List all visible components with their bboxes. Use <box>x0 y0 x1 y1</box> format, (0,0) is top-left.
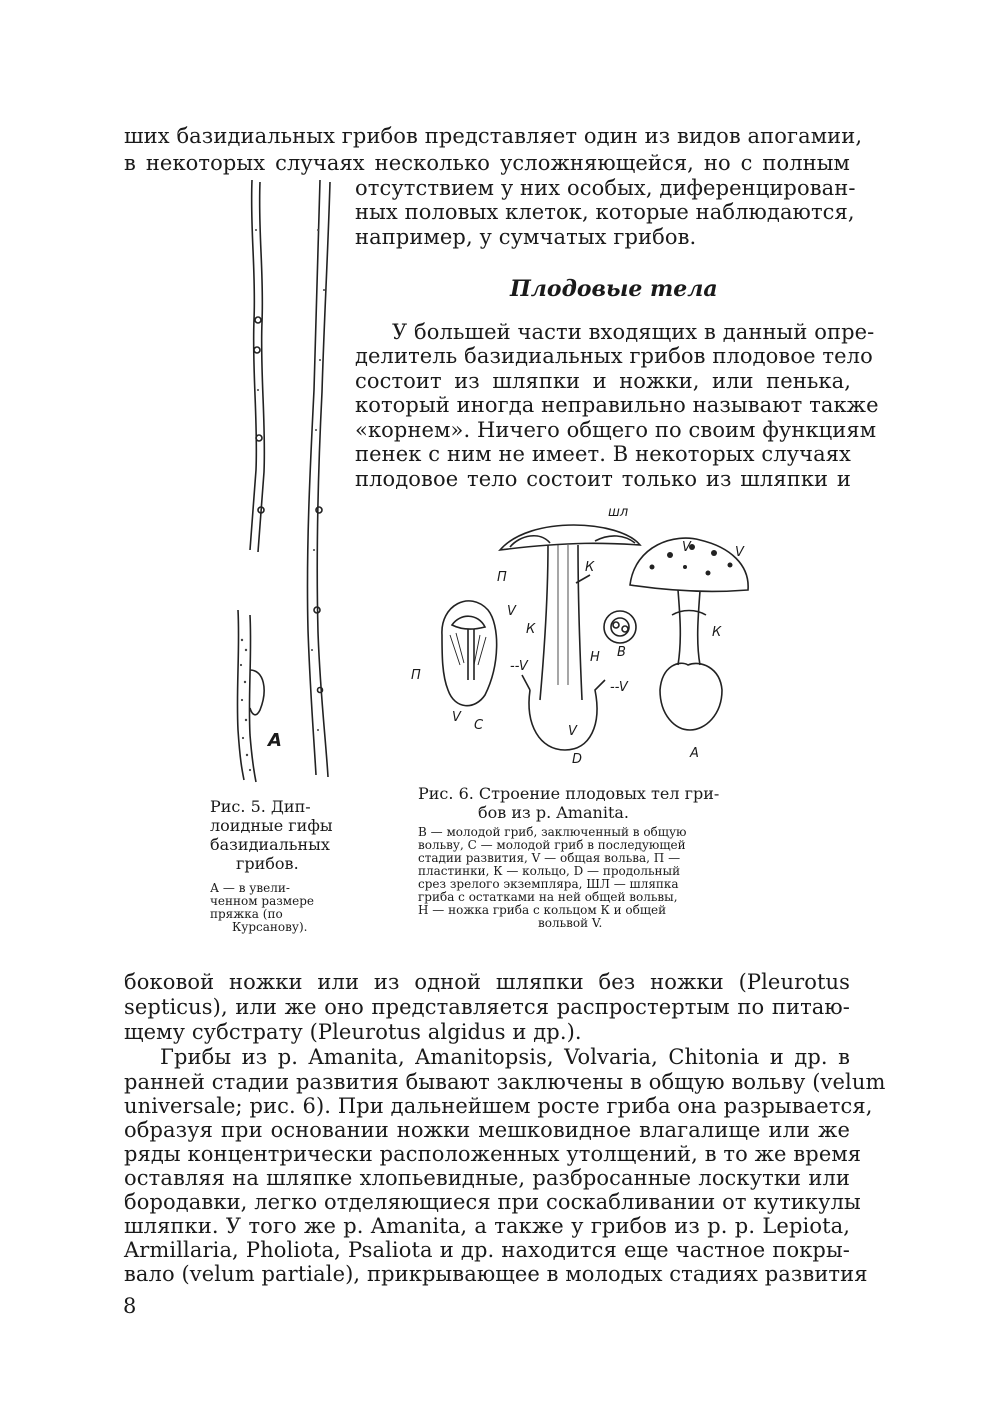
text-line: У большей части входящих в данный опре- <box>392 320 875 344</box>
text-line: Armillaria, Pholiota, Psaliota и др. находится еще частное покры- <box>124 1238 850 1262</box>
fig6-label: --V <box>510 659 528 674</box>
text-line: ших базидиальных грибов представляет один из видов апогамии, <box>124 124 863 148</box>
fig6-caption-note: гриба с остатками на ней общей вольвы, <box>418 890 678 904</box>
fig5-caption-title: Рис. 5. Дип- <box>210 797 311 816</box>
text-line: плодовое тело состоит только из шляпки и <box>355 467 851 491</box>
fig6-label: шл <box>608 505 629 520</box>
section-heading: Плодовые тела <box>510 276 718 302</box>
fig6-caption-note: пластинки, К — кольцо, D — продольный <box>418 864 681 878</box>
text-line: образуя при основании ножки мешковидное влагалище или же <box>124 1118 850 1142</box>
fig5-caption-title: лоидные гифы <box>210 816 333 835</box>
fig5-caption-note: Курсанову). <box>232 920 308 934</box>
fig5-label-a: А <box>268 730 282 751</box>
text-line: septicus), или же оно представляется распростертым по питаю- <box>124 995 850 1019</box>
fig6-label: К <box>585 560 595 575</box>
text-line: отсутствием у них особых, диференцирован- <box>355 176 856 200</box>
fig6-label: --V <box>610 680 628 695</box>
text-line: ных половых клеток, которые наблюдаются, <box>355 200 855 224</box>
text-line: бородавки, легко отделяющиеся при соскабливании от кутикулы <box>124 1190 861 1214</box>
text-line: например, у сумчатых грибов. <box>355 225 697 249</box>
fig5-caption-note: А — в увели- <box>210 881 290 895</box>
fig6-label: С <box>474 718 484 733</box>
fig6-label: К <box>712 625 722 640</box>
fig5-hyphae-illustration <box>220 170 360 790</box>
fig6-label: V <box>682 540 691 555</box>
fig6-caption-note: вольвой V. <box>538 916 603 930</box>
fig6-label: D <box>572 752 583 767</box>
text-line: щему субстрату (Pleurotus algidus и др.). <box>124 1020 582 1044</box>
fig5-caption-title: базидиальных <box>210 835 330 854</box>
fig6-caption-title: бов из р. Amanita. <box>478 803 629 822</box>
text-line: «корнем». Ничего общего по своим функциям <box>355 418 877 442</box>
fig6-caption-note: стадии развития, V — общая вольва, П — <box>418 851 681 865</box>
fig5-caption-note: ченном размере <box>210 894 315 908</box>
fig6-label: Н <box>590 650 600 665</box>
text-line: состоит из шляпки и ножки, или пенька, <box>355 369 851 393</box>
fig6-caption-note: срез зрелого экземпляра, ШЛ — шляпка <box>418 877 679 891</box>
text-line: ранней стадии развития бывают заключены в общую вольву (velum <box>124 1070 886 1094</box>
fig6-caption-note: Н — ножка гриба с кольцом К и общей <box>418 903 667 917</box>
text-line: вало (velum partiale), прикрывающее в молодых стадиях развития <box>124 1262 868 1286</box>
text-line: оставляя на шляпке хлопьевидные, разбросанные лоскутки или <box>124 1166 850 1190</box>
fig6-label: К <box>526 622 536 637</box>
text-line: universale; рис. 6). При дальнейшем росте гриба она разрывается, <box>124 1094 873 1118</box>
text-line: шляпки. У того же р. Amanita, а также у грибов из р. р. Lepiota, <box>124 1214 850 1238</box>
fig6-label: V <box>452 710 461 725</box>
page-number: 8 <box>123 1294 137 1318</box>
fig6-label: П <box>411 668 421 683</box>
fig5-caption-title: грибов. <box>236 854 299 873</box>
text-line: пенек с ним не имеет. В некоторых случаях <box>355 442 851 466</box>
fig6-caption-note: вольву, С — молодой гриб в последующей <box>418 838 686 852</box>
fig6-label: V <box>568 724 577 739</box>
fig6-label: V <box>735 545 744 560</box>
text-line: делитель базидиальных грибов плодовое тело <box>355 344 873 368</box>
text-line: ряды концентрически расположенных утолщений, в то же время <box>124 1142 862 1166</box>
text-line: Грибы из р. Amanita, Amanitopsis, Volvaria, Chitonia и др. в <box>160 1045 850 1069</box>
fig6-caption-note: B — молодой гриб, заключенный в общую <box>418 825 687 839</box>
text-line: в некоторых случаях несколько усложняющейся, но с полным <box>124 151 850 175</box>
fig6-label: П <box>497 570 507 585</box>
text-line: боковой ножки или из одной шляпки без ножки (Pleurotus <box>124 970 850 994</box>
fig6-label: V <box>507 604 516 619</box>
text-line: который иногда неправильно называют также <box>355 393 879 417</box>
fig6-caption-title: Рис. 6. Строение плодовых тел гри- <box>418 784 720 803</box>
fig6-label: А <box>690 746 699 761</box>
fig6-label: В <box>617 645 626 660</box>
fig5-caption-note: пряжка (по <box>210 907 283 921</box>
